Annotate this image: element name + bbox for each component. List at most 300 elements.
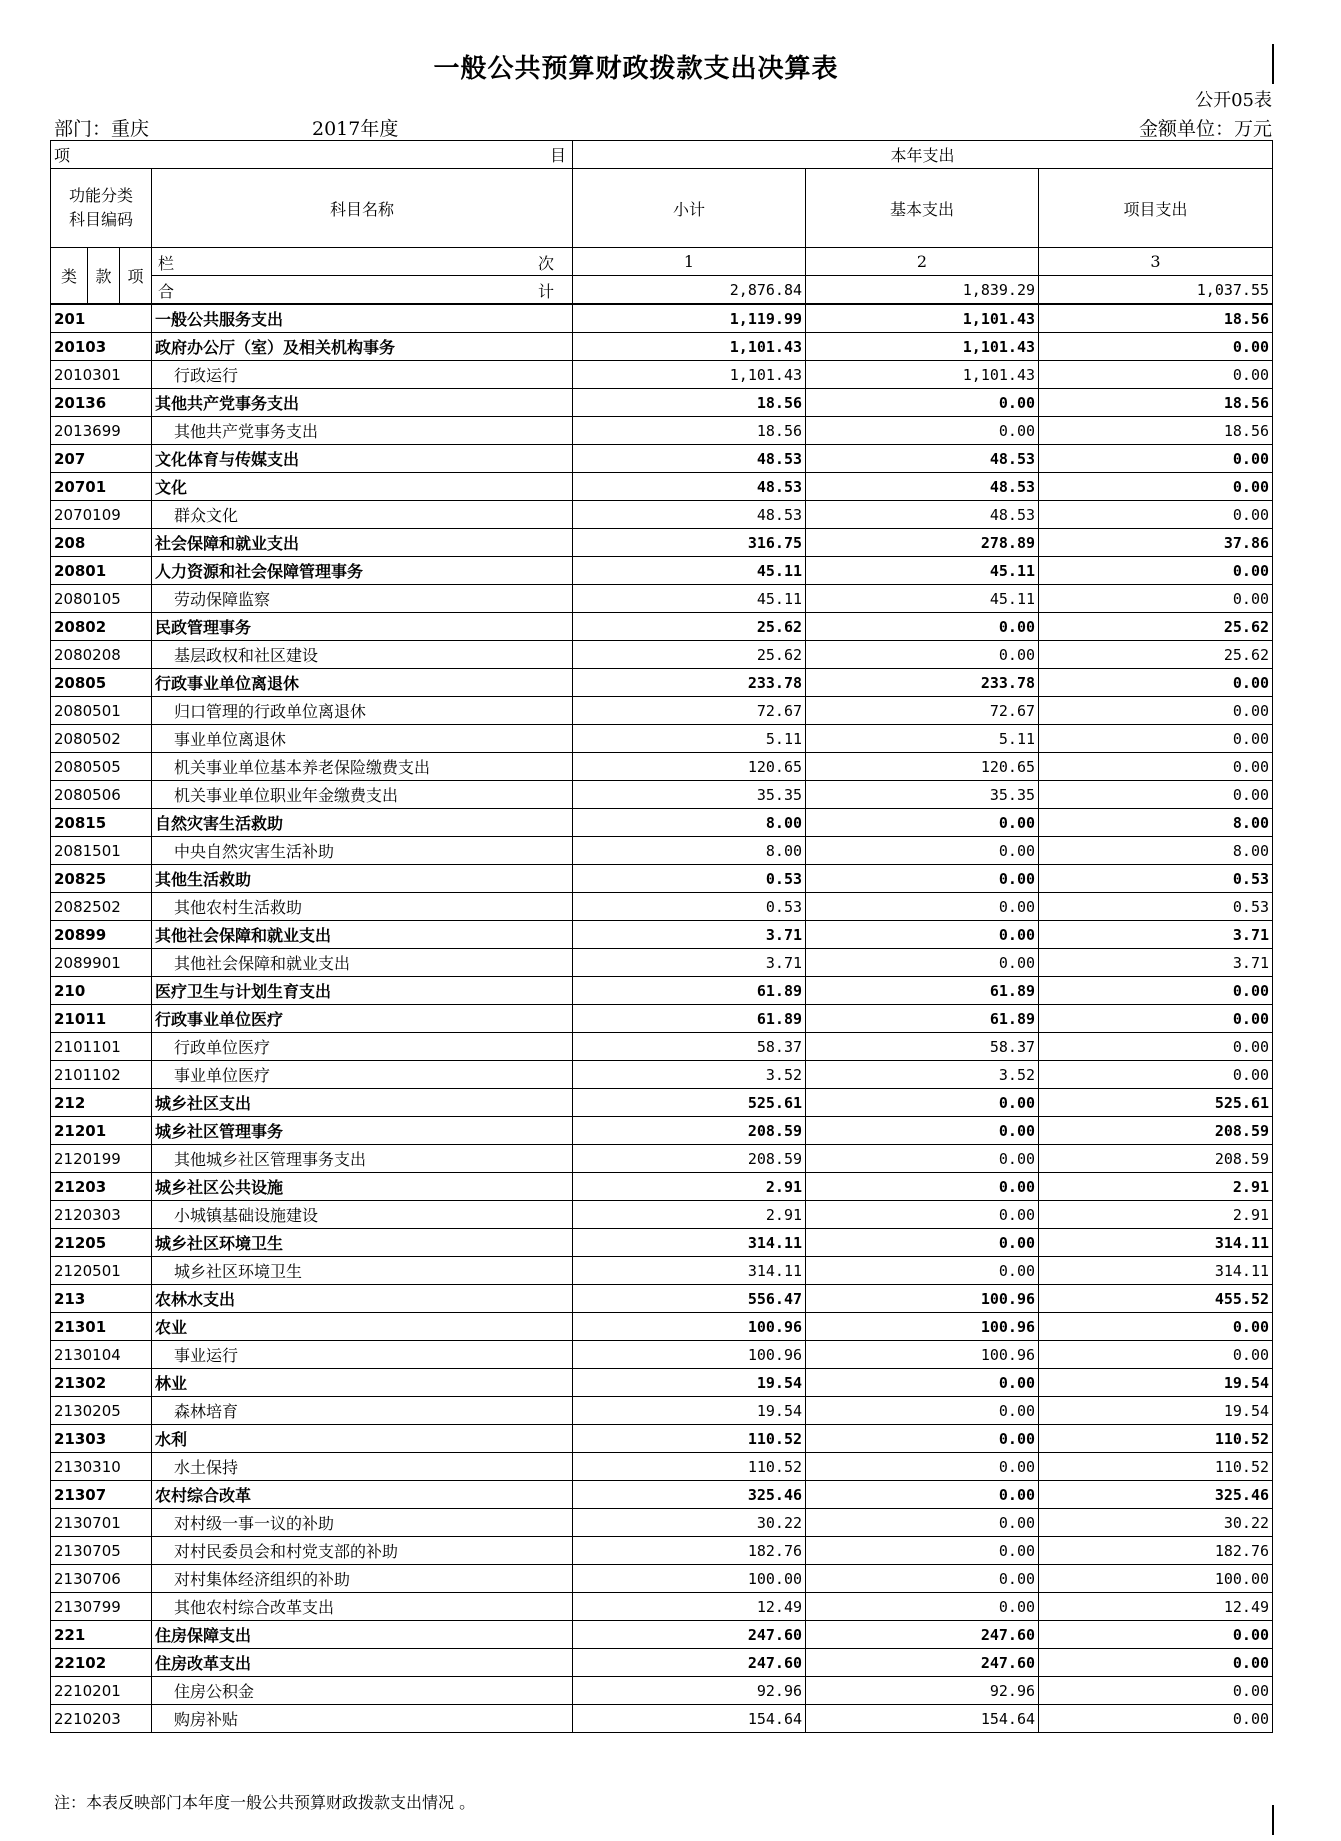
header-row-2 (51, 169, 1273, 248)
table-row (51, 333, 1273, 361)
row-subtotal: 233.78 (573, 669, 806, 697)
row-subtotal: 18.56 (573, 417, 806, 445)
row-code: 20103 (51, 333, 152, 361)
row-name: 住房改革支出 (152, 1649, 573, 1677)
row-project: 314.11 (1039, 1257, 1273, 1285)
row-name: 农业 (152, 1313, 573, 1341)
row-subtotal: 72.67 (573, 697, 806, 725)
row-subtotal: 100.96 (573, 1313, 806, 1341)
row-project: 525.61 (1039, 1089, 1273, 1117)
table-row (51, 865, 1273, 893)
row-code: 20802 (51, 613, 152, 641)
row-basic: 0.00 (806, 865, 1039, 893)
row-subtotal: 316.75 (573, 529, 806, 557)
row-name: 水土保持 (152, 1453, 573, 1481)
row-code: 2130310 (51, 1453, 152, 1481)
row-name: 农村综合改革 (152, 1481, 573, 1509)
row-project: 30.22 (1039, 1509, 1273, 1537)
row-project: 182.76 (1039, 1537, 1273, 1565)
row-subtotal: 182.76 (573, 1537, 806, 1565)
row-code: 22102 (51, 1649, 152, 1677)
row-basic: 0.00 (806, 641, 1039, 669)
row-basic: 0.00 (806, 1369, 1039, 1397)
table-row (51, 304, 1273, 333)
row-name: 人力资源和社会保障管理事务 (152, 557, 573, 585)
row-project: 314.11 (1039, 1229, 1273, 1257)
row-basic: 3.52 (806, 1061, 1039, 1089)
row-subtotal: 110.52 (573, 1425, 806, 1453)
row-basic: 1,101.43 (806, 304, 1039, 333)
header-xiang: 项 (54, 146, 71, 165)
row-basic: 120.65 (806, 753, 1039, 781)
row-name: 机关事业单位职业年金缴费支出 (152, 781, 573, 809)
row-code: 21301 (51, 1313, 152, 1341)
table-row (51, 389, 1273, 417)
row-code: 20136 (51, 389, 152, 417)
row-code: 2120303 (51, 1201, 152, 1229)
row-subtotal: 247.60 (573, 1649, 806, 1677)
table-row (51, 1649, 1273, 1677)
row-name: 其他社会保障和就业支出 (152, 949, 573, 977)
header-func-code: 功能分类 科目编码 (51, 169, 152, 248)
header-row-3 (51, 248, 1273, 276)
row-name: 其他农村生活救助 (152, 893, 573, 921)
row-subtotal: 0.53 (573, 893, 806, 921)
row-basic: 233.78 (806, 669, 1039, 697)
row-subtotal: 3.71 (573, 921, 806, 949)
row-subtotal: 25.62 (573, 641, 806, 669)
table-row (51, 361, 1273, 389)
total-subtotal: 2,876.84 (573, 276, 806, 305)
row-name: 对村民委员会和村党支部的补助 (152, 1537, 573, 1565)
row-project: 19.54 (1039, 1369, 1273, 1397)
row-subtotal: 25.62 (573, 613, 806, 641)
table-row (51, 445, 1273, 473)
table-row (51, 613, 1273, 641)
fiscal-year: 2017年度 (312, 118, 399, 140)
row-code: 2081501 (51, 837, 152, 865)
row-subtotal: 48.53 (573, 501, 806, 529)
row-code: 2010301 (51, 361, 152, 389)
row-name: 住房公积金 (152, 1677, 573, 1705)
row-code: 20899 (51, 921, 152, 949)
row-name: 社会保障和就业支出 (152, 529, 573, 557)
row-name: 中央自然灾害生活补助 (152, 837, 573, 865)
row-project: 0.00 (1039, 1705, 1273, 1733)
row-basic: 100.96 (806, 1285, 1039, 1313)
table-row (51, 501, 1273, 529)
row-project: 0.00 (1039, 669, 1273, 697)
row-project: 0.00 (1039, 501, 1273, 529)
row-code: 2080105 (51, 585, 152, 613)
row-name: 基层政权和社区建设 (152, 641, 573, 669)
row-project: 3.71 (1039, 949, 1273, 977)
row-project: 12.49 (1039, 1593, 1273, 1621)
row-project: 0.00 (1039, 473, 1273, 501)
amount-unit: 金额单位：万元 (1138, 118, 1272, 140)
row-name: 行政事业单位离退休 (152, 669, 573, 697)
row-subtotal: 1,119.99 (573, 304, 806, 333)
form-code: 公开05表 (1195, 90, 1272, 111)
row-basic: 0.00 (806, 389, 1039, 417)
page-title: 一般公共预算财政拨款支出决算表 (433, 54, 839, 84)
row-subtotal: 3.71 (573, 949, 806, 977)
row-code: 2130705 (51, 1537, 152, 1565)
row-code: 2210203 (51, 1705, 152, 1733)
table-row (51, 1509, 1273, 1537)
row-basic: 0.00 (806, 1565, 1039, 1593)
row-project: 325.46 (1039, 1481, 1273, 1509)
row-project: 110.52 (1039, 1425, 1273, 1453)
row-project: 0.00 (1039, 1033, 1273, 1061)
row-subtotal: 314.11 (573, 1257, 806, 1285)
row-project: 0.00 (1039, 697, 1273, 725)
row-code: 221 (51, 1621, 152, 1649)
row-code: 20701 (51, 473, 152, 501)
table-row (51, 1257, 1273, 1285)
row-basic: 0.00 (806, 1173, 1039, 1201)
header-basic: 基本支出 (806, 169, 1039, 248)
row-subtotal: 525.61 (573, 1089, 806, 1117)
row-name: 城乡社区管理事务 (152, 1117, 573, 1145)
row-project: 2.91 (1039, 1201, 1273, 1229)
row-subtotal: 61.89 (573, 977, 806, 1005)
row-subtotal: 100.96 (573, 1341, 806, 1369)
table-row (51, 1061, 1273, 1089)
table-row (51, 529, 1273, 557)
table-row (51, 1425, 1273, 1453)
total-label (152, 276, 573, 305)
row-code: 2070109 (51, 501, 152, 529)
table-row (51, 1201, 1273, 1229)
table-row (51, 1089, 1273, 1117)
header-subject-name: 科目名称 (152, 169, 573, 248)
header-ci: 次 (538, 254, 555, 273)
table-row (51, 557, 1273, 585)
table-row (51, 1285, 1273, 1313)
table-row (51, 1117, 1273, 1145)
row-basic: 0.00 (806, 893, 1039, 921)
row-basic: 0.00 (806, 1537, 1039, 1565)
row-project: 0.00 (1039, 585, 1273, 613)
row-project: 19.54 (1039, 1397, 1273, 1425)
row-code: 2130701 (51, 1509, 152, 1537)
row-basic: 72.67 (806, 697, 1039, 725)
row-basic: 0.00 (806, 1257, 1039, 1285)
row-name: 城乡社区环境卫生 (152, 1229, 573, 1257)
table-row (51, 1145, 1273, 1173)
row-code: 212 (51, 1089, 152, 1117)
row-code: 2130205 (51, 1397, 152, 1425)
table-row (51, 1229, 1273, 1257)
row-subtotal: 45.11 (573, 557, 806, 585)
department-label: 部门：重庆 (54, 118, 150, 140)
row-name: 机关事业单位基本养老保险缴费支出 (152, 753, 573, 781)
row-name: 其他生活救助 (152, 865, 573, 893)
table-row (51, 753, 1273, 781)
table-row (51, 1173, 1273, 1201)
header-subtotal: 小计 (573, 169, 806, 248)
row-code: 210 (51, 977, 152, 1005)
row-subtotal: 2.91 (573, 1201, 806, 1229)
table-row (51, 1369, 1273, 1397)
row-code: 2082502 (51, 893, 152, 921)
row-subtotal: 208.59 (573, 1117, 806, 1145)
row-basic: 0.00 (806, 949, 1039, 977)
row-code: 2080506 (51, 781, 152, 809)
row-project: 100.00 (1039, 1565, 1273, 1593)
row-subtotal: 3.52 (573, 1061, 806, 1089)
row-name: 其他社会保障和就业支出 (152, 921, 573, 949)
row-name: 行政运行 (152, 361, 573, 389)
row-project: 2.91 (1039, 1173, 1273, 1201)
row-basic: 1,101.43 (806, 361, 1039, 389)
row-basic: 45.11 (806, 557, 1039, 585)
row-name: 其他共产党事务支出 (152, 417, 573, 445)
row-subtotal: 1,101.43 (573, 361, 806, 389)
row-basic: 0.00 (806, 1397, 1039, 1425)
row-basic: 0.00 (806, 1229, 1039, 1257)
row-subtotal: 325.46 (573, 1481, 806, 1509)
row-name: 对村级一事一议的补助 (152, 1509, 573, 1537)
total-project: 1,037.55 (1039, 276, 1273, 305)
table-row (51, 977, 1273, 1005)
table-row (51, 1005, 1273, 1033)
table-row (51, 1537, 1273, 1565)
row-basic: 0.00 (806, 1089, 1039, 1117)
table-row (51, 1677, 1273, 1705)
row-project: 0.00 (1039, 1313, 1273, 1341)
row-code: 21201 (51, 1117, 152, 1145)
row-basic: 0.00 (806, 921, 1039, 949)
row-project: 0.00 (1039, 1341, 1273, 1369)
row-basic: 0.00 (806, 417, 1039, 445)
row-subtotal: 110.52 (573, 1453, 806, 1481)
row-basic: 247.60 (806, 1649, 1039, 1677)
row-subtotal: 35.35 (573, 781, 806, 809)
row-code: 207 (51, 445, 152, 473)
row-code: 20805 (51, 669, 152, 697)
total-ji: 计 (538, 282, 555, 301)
header-lei: 类 (51, 248, 88, 305)
row-code: 213 (51, 1285, 152, 1313)
table-row (51, 1621, 1273, 1649)
table-row (51, 781, 1273, 809)
row-code: 2080502 (51, 725, 152, 753)
row-code: 2130799 (51, 1593, 152, 1621)
row-name: 劳动保障监察 (152, 585, 573, 613)
row-subtotal: 8.00 (573, 809, 806, 837)
total-basic: 1,839.29 (806, 276, 1039, 305)
table-row (51, 837, 1273, 865)
table-row (51, 1033, 1273, 1061)
row-basic: 5.11 (806, 725, 1039, 753)
row-project: 0.00 (1039, 753, 1273, 781)
row-basic: 48.53 (806, 501, 1039, 529)
row-basic: 0.00 (806, 1201, 1039, 1229)
row-code: 2120199 (51, 1145, 152, 1173)
row-subtotal: 208.59 (573, 1145, 806, 1173)
row-basic: 0.00 (806, 837, 1039, 865)
table-row (51, 585, 1273, 613)
row-subtotal: 12.49 (573, 1593, 806, 1621)
row-project: 0.00 (1039, 977, 1273, 1005)
table-row (51, 725, 1273, 753)
row-project: 8.00 (1039, 809, 1273, 837)
row-code: 21307 (51, 1481, 152, 1509)
row-project: 37.86 (1039, 529, 1273, 557)
header-col2: 2 (806, 248, 1039, 276)
footnote: 注：本表反映部门本年度一般公共预算财政拨款支出情况 。 (54, 1793, 476, 1812)
row-code: 2120501 (51, 1257, 152, 1285)
row-basic: 154.64 (806, 1705, 1039, 1733)
row-project: 18.56 (1039, 417, 1273, 445)
row-subtotal: 5.11 (573, 725, 806, 753)
row-subtotal: 0.53 (573, 865, 806, 893)
row-name: 事业单位医疗 (152, 1061, 573, 1089)
row-code: 2080505 (51, 753, 152, 781)
table-row (51, 1705, 1273, 1733)
row-project: 18.56 (1039, 304, 1273, 333)
row-code: 2210201 (51, 1677, 152, 1705)
header-col3: 3 (1039, 248, 1273, 276)
page-edge-line-bottom (1272, 1805, 1274, 1835)
row-project: 18.56 (1039, 389, 1273, 417)
table-row (51, 1481, 1273, 1509)
table-row (51, 921, 1273, 949)
row-name: 文化体育与传媒支出 (152, 445, 573, 473)
row-subtotal: 92.96 (573, 1677, 806, 1705)
header-xiang2: 项 (120, 248, 152, 305)
row-project: 8.00 (1039, 837, 1273, 865)
row-name: 其他共产党事务支出 (152, 389, 573, 417)
row-code: 21011 (51, 1005, 152, 1033)
table-row (51, 697, 1273, 725)
row-name: 水利 (152, 1425, 573, 1453)
table-row (51, 1341, 1273, 1369)
row-subtotal: 45.11 (573, 585, 806, 613)
row-basic: 0.00 (806, 1145, 1039, 1173)
row-code: 2130104 (51, 1341, 152, 1369)
row-basic: 0.00 (806, 1509, 1039, 1537)
header-lan: 栏 (158, 254, 175, 273)
row-code: 20815 (51, 809, 152, 837)
row-project: 0.00 (1039, 725, 1273, 753)
row-project: 110.52 (1039, 1453, 1273, 1481)
row-code: 2080208 (51, 641, 152, 669)
row-basic: 0.00 (806, 809, 1039, 837)
row-basic: 61.89 (806, 1005, 1039, 1033)
header-lanci (152, 248, 573, 276)
row-project: 0.00 (1039, 445, 1273, 473)
row-basic: 48.53 (806, 473, 1039, 501)
row-basic: 247.60 (806, 1621, 1039, 1649)
table-row (51, 1565, 1273, 1593)
row-project: 0.00 (1039, 361, 1273, 389)
row-name: 森林培育 (152, 1397, 573, 1425)
header-project: 项目支出 (1039, 169, 1273, 248)
row-code: 208 (51, 529, 152, 557)
row-basic: 58.37 (806, 1033, 1039, 1061)
row-project: 0.00 (1039, 333, 1273, 361)
header-mu: 目 (550, 146, 567, 165)
row-basic: 1,101.43 (806, 333, 1039, 361)
row-subtotal: 2.91 (573, 1173, 806, 1201)
header-current-year: 本年支出 (573, 141, 1273, 169)
row-basic: 0.00 (806, 1425, 1039, 1453)
table-row (51, 1453, 1273, 1481)
row-subtotal: 19.54 (573, 1397, 806, 1425)
row-project: 208.59 (1039, 1117, 1273, 1145)
page-edge-line-top (1272, 44, 1274, 84)
row-name: 一般公共服务支出 (152, 304, 573, 333)
row-name: 城乡社区公共设施 (152, 1173, 573, 1201)
row-project: 0.00 (1039, 557, 1273, 585)
row-subtotal: 48.53 (573, 445, 806, 473)
table-row (51, 1397, 1273, 1425)
row-code: 20801 (51, 557, 152, 585)
row-name: 归口管理的行政单位离退休 (152, 697, 573, 725)
row-subtotal: 120.65 (573, 753, 806, 781)
row-project: 0.00 (1039, 1005, 1273, 1033)
row-name: 文化 (152, 473, 573, 501)
table-row (51, 1593, 1273, 1621)
row-code: 2080501 (51, 697, 152, 725)
row-name: 自然灾害生活救助 (152, 809, 573, 837)
row-subtotal: 30.22 (573, 1509, 806, 1537)
header-kuan: 款 (88, 248, 120, 305)
row-name: 农林水支出 (152, 1285, 573, 1313)
row-basic: 0.00 (806, 1453, 1039, 1481)
header-col1: 1 (573, 248, 806, 276)
row-code: 21203 (51, 1173, 152, 1201)
row-subtotal: 58.37 (573, 1033, 806, 1061)
row-basic: 100.96 (806, 1313, 1039, 1341)
row-name: 事业运行 (152, 1341, 573, 1369)
row-basic: 0.00 (806, 1593, 1039, 1621)
row-name: 城乡社区环境卫生 (152, 1257, 573, 1285)
table-row (51, 417, 1273, 445)
table-row (51, 473, 1273, 501)
row-name: 行政事业单位医疗 (152, 1005, 573, 1033)
row-name: 住房保障支出 (152, 1621, 573, 1649)
row-subtotal: 19.54 (573, 1369, 806, 1397)
row-basic: 45.11 (806, 585, 1039, 613)
row-project: 0.53 (1039, 893, 1273, 921)
table-row (51, 641, 1273, 669)
header-row-1 (51, 141, 1273, 169)
row-project: 0.00 (1039, 1061, 1273, 1089)
row-basic: 0.00 (806, 613, 1039, 641)
row-name: 林业 (152, 1369, 573, 1397)
row-basic: 100.96 (806, 1341, 1039, 1369)
row-subtotal: 556.47 (573, 1285, 806, 1313)
row-subtotal: 48.53 (573, 473, 806, 501)
row-project: 0.00 (1039, 1649, 1273, 1677)
row-project: 455.52 (1039, 1285, 1273, 1313)
row-code: 2089901 (51, 949, 152, 977)
row-code: 20825 (51, 865, 152, 893)
row-code: 2130706 (51, 1565, 152, 1593)
row-subtotal: 314.11 (573, 1229, 806, 1257)
row-name: 政府办公厅（室）及相关机构事务 (152, 333, 573, 361)
row-project: 208.59 (1039, 1145, 1273, 1173)
row-name: 对村集体经济组织的补助 (152, 1565, 573, 1593)
row-code: 21205 (51, 1229, 152, 1257)
row-project: 25.62 (1039, 613, 1273, 641)
row-basic: 0.00 (806, 1481, 1039, 1509)
row-basic: 48.53 (806, 445, 1039, 473)
